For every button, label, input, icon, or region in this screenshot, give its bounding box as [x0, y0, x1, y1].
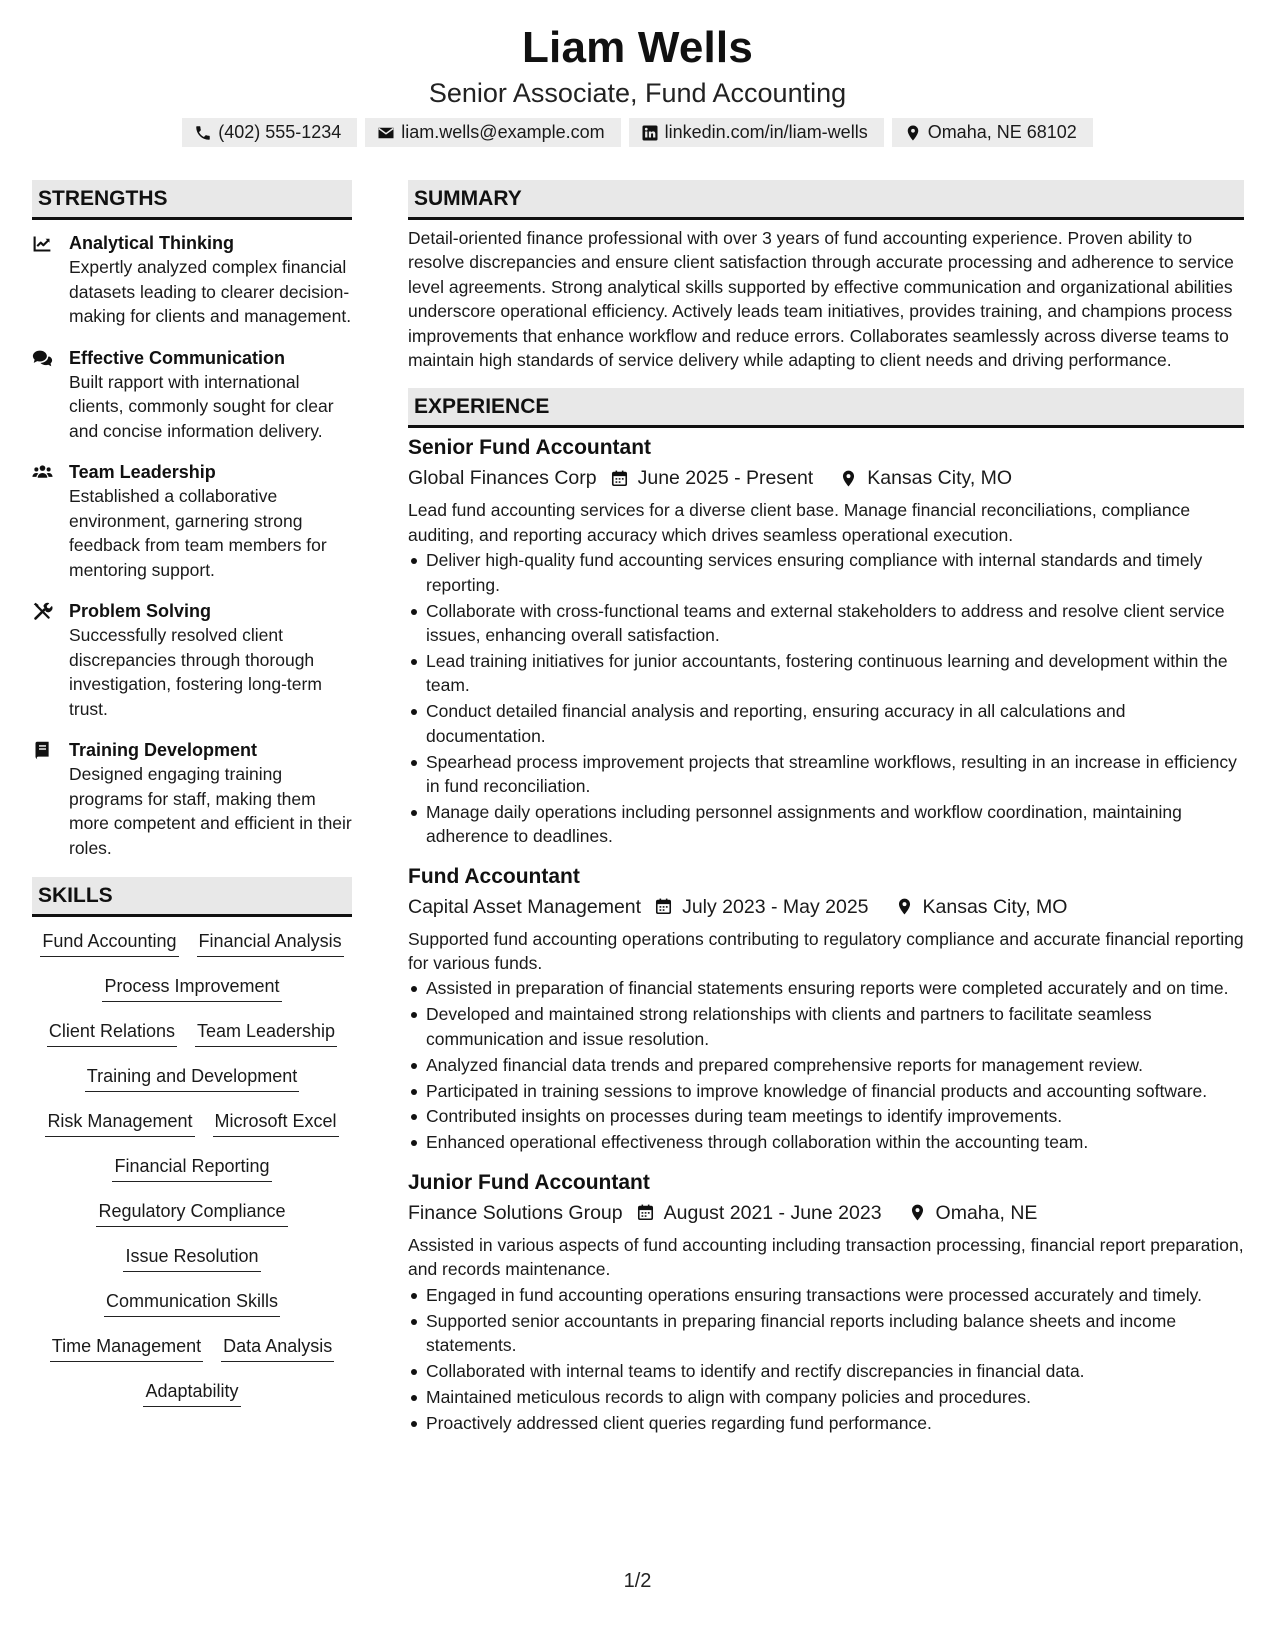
- skill-tag: Training and Development: [85, 1064, 299, 1092]
- contact-email[interactable]: [365, 118, 620, 147]
- calendar-icon: [597, 469, 638, 488]
- job-location: Omaha, NE: [935, 1201, 1038, 1224]
- job-entry: [408, 1169, 1244, 1435]
- strength-title: Effective Communication: [69, 347, 286, 368]
- skills-heading: SKILLS: [32, 877, 352, 917]
- location-pin-icon: [904, 124, 922, 142]
- job-bullet: Deliver high-quality fund accounting services ensuring compliance with internal standards and timely reporting.: [408, 548, 1244, 597]
- job-meta: [408, 893, 1244, 921]
- skill-tag: Issue Resolution: [123, 1244, 260, 1272]
- skill-row: [32, 1244, 352, 1289]
- skill-tag: Communication Skills: [104, 1289, 280, 1317]
- skill-tag: Financial Analysis: [197, 929, 344, 957]
- book-icon: [32, 738, 69, 860]
- job-bullets: [408, 976, 1244, 1154]
- strength-title: Training Development: [69, 740, 258, 760]
- job-title: Junior Fund Accountant: [408, 1170, 650, 1194]
- job-bullet: Contributed insights on processes during team meetings to identify improvements.: [408, 1104, 1244, 1128]
- summary-text: Detail-oriented finance professional with over 3 years of fund accounting experience. Proven ability to resolve discrepancies and ensure client satisfaction through accurate processing and adherence to service level agreements. Strong analytical skills supported by effective communication and organizational abilities underscore operational efficiency. Actively leads team initiatives, provides training, and champions process improvements that enhance workflow and reduce errors. Collaborates seamlessly across diverse teams to maintain high standards of service delivery while adapting to client needs and driving performance.: [408, 228, 1234, 371]
- right-column: [408, 180, 1244, 1449]
- location-pin-icon: [895, 1203, 936, 1222]
- job-description: Supported fund accounting operations contributing to regulatory compliance and accurate financial reporting for various funds.: [408, 928, 1244, 974]
- strengths-heading: STRENGTHS: [32, 180, 352, 220]
- skill-tag: Fund Accounting: [40, 929, 178, 957]
- job-bullet: Assisted in preparation of financial statements ensuring reports were completed accurately and on time.: [408, 976, 1244, 1000]
- skill-row: [32, 1289, 352, 1334]
- job-bullet: Collaborate with cross-functional teams and external stakeholders to address and resolve client service issues, enhancing overall satisfaction.: [408, 599, 1244, 648]
- skill-row: [32, 1154, 352, 1199]
- job-bullet: Participated in training sessions to improve knowledge of financial products and accounting software.: [408, 1079, 1244, 1103]
- resume-header: [0, 22, 1275, 147]
- job-bullet: Collaborated with internal teams to identify and rectify discrepancies in financial data.: [408, 1359, 1244, 1383]
- candidate-name: Liam Wells: [521, 23, 754, 72]
- skill-tag: Financial Reporting: [112, 1154, 271, 1182]
- skill-tag: Regulatory Compliance: [96, 1199, 287, 1227]
- chat-bubbles-icon: [32, 346, 69, 444]
- skill-row: [32, 1379, 352, 1424]
- skill-tag: Client Relations: [47, 1019, 177, 1047]
- skill-tag: Adaptability: [143, 1379, 240, 1407]
- job-company: Global Finances Corp: [408, 467, 597, 490]
- location-pin-icon: [826, 469, 867, 488]
- contact-linkedin[interactable]: [629, 118, 884, 147]
- job-bullet: Manage daily operations including personnel assignments and workflow coordination, maintaining adherence to deadlines.: [408, 800, 1244, 849]
- summary-heading: SUMMARY: [408, 180, 1244, 220]
- job-bullet: Enhanced operational effectiveness through collaboration within the accounting team.: [408, 1130, 1244, 1154]
- strength-desc: Established a collaborative environment, garnering strong feedback from team members for mentoring support.: [69, 486, 327, 580]
- skill-tag: Microsoft Excel: [213, 1109, 339, 1137]
- users-icon: [32, 460, 69, 582]
- skill-row: [32, 1019, 352, 1064]
- skill-tag: Time Management: [50, 1334, 203, 1362]
- job-description: Lead fund accounting services for a diverse client base. Manage financial reconciliations, compliance auditing, and reporting accuracy which drives seamless operational execution.: [408, 500, 1191, 545]
- strengths-list: [32, 231, 352, 860]
- phone-icon: [194, 124, 212, 142]
- page-number: 1/2: [623, 1570, 652, 1592]
- contact-phone: [182, 118, 357, 147]
- job-bullet: Proactively addressed client queries regarding fund performance.: [408, 1411, 1244, 1435]
- contact-phone-text: (402) 555-1234: [218, 122, 342, 142]
- job-meta: [408, 1199, 1244, 1227]
- left-column: [32, 180, 352, 1424]
- job-entry: [408, 863, 1244, 1155]
- strength-title: Analytical Thinking: [69, 233, 235, 253]
- job-bullet: Engaged in fund accounting operations ensuring transactions were processed accurately and timely.: [408, 1283, 1244, 1307]
- strength-item: [32, 346, 352, 444]
- job-bullet: Supported senior accountants in preparing financial reports including balance sheets and income statements.: [408, 1309, 1244, 1358]
- contact-location: [892, 118, 1093, 147]
- strength-item: [32, 460, 352, 582]
- strength-title: Team Leadership: [69, 462, 216, 482]
- job-title: Fund Accountant: [408, 864, 580, 888]
- job-location: Kansas City, MO: [867, 467, 1013, 490]
- job-bullet: Lead training initiatives for junior accountants, fostering continuous learning and development within the team.: [408, 649, 1244, 698]
- line-chart-icon: [32, 231, 69, 329]
- tools-icon: [32, 599, 69, 721]
- contact-bar: [0, 118, 1275, 147]
- job-bullet: Analyzed financial data trends and prepared comprehensive reports for management review.: [408, 1053, 1244, 1077]
- job-title: Senior Fund Accountant: [408, 436, 652, 460]
- strength-desc: Expertly analyzed complex financial datasets leading to clearer decision-making for clients and management.: [69, 257, 352, 326]
- job-bullet: Maintained meticulous records to align with company policies and procedures.: [408, 1385, 1244, 1409]
- job-company: Finance Solutions Group: [408, 1201, 623, 1224]
- strength-item: [32, 599, 352, 721]
- strength-title: Problem Solving: [69, 601, 212, 621]
- experience-heading: EXPERIENCE: [408, 388, 1244, 428]
- skill-tag: Team Leadership: [195, 1019, 337, 1047]
- skill-row: [32, 1109, 352, 1154]
- contact-location-text: Omaha, NE 68102: [927, 122, 1077, 142]
- skill-row: [32, 1199, 352, 1244]
- job-bullets: [408, 1283, 1244, 1435]
- location-pin-icon: [882, 897, 923, 916]
- strength-desc: Successfully resolved client discrepancies through thorough investigation, fostering long-term trust.: [69, 625, 322, 719]
- skill-row: [32, 1334, 352, 1379]
- skills-list: [32, 929, 352, 1424]
- job-meta: [408, 464, 1244, 492]
- skill-row: [32, 974, 352, 1019]
- envelope-icon: [377, 124, 395, 142]
- job-dates: August 2021 - June 2023: [663, 1201, 882, 1224]
- strength-desc: Designed engaging training programs for staff, making them more competent and efficient in their roles.: [69, 764, 352, 858]
- calendar-icon: [641, 897, 682, 916]
- job-bullets: [408, 548, 1244, 848]
- job-bullet: Conduct detailed financial analysis and reporting, ensuring accuracy in all calculations and documentation.: [408, 699, 1244, 748]
- skill-tag: Data Analysis: [221, 1334, 334, 1362]
- skill-tag: Process Improvement: [102, 974, 281, 1002]
- job-company: Capital Asset Management: [408, 895, 642, 918]
- job-description: Assisted in various aspects of fund accounting including transaction processing, financial report preparation, and records maintenance.: [408, 1234, 1244, 1280]
- skill-tag: Risk Management: [45, 1109, 194, 1137]
- linkedin-icon: [641, 124, 659, 142]
- strength-desc: Built rapport with international clients, commonly sought for clear and concise information delivery.: [69, 371, 334, 441]
- job-entry: [408, 434, 1244, 848]
- job-dates: July 2023 - May 2025: [682, 895, 869, 918]
- skill-row: [32, 929, 352, 974]
- strength-item: [32, 231, 352, 329]
- strength-item: [32, 738, 352, 860]
- candidate-title: Senior Associate, Fund Accounting: [428, 78, 847, 108]
- job-dates: June 2025 - Present: [637, 467, 814, 490]
- job-location: Kansas City, MO: [922, 895, 1068, 918]
- experience-list: [408, 434, 1244, 1435]
- contact-email-text[interactable]: liam.wells@example.com: [401, 122, 605, 142]
- skill-row: [32, 1064, 352, 1109]
- calendar-icon: [623, 1203, 664, 1222]
- job-bullet: Developed and maintained strong relationships with clients and partners to facilitate seamless communication and issue resolution.: [408, 1002, 1244, 1051]
- job-bullet: Spearhead process improvement projects that streamline workflows, resulting in an increase in efficiency in fund reconciliation.: [408, 750, 1244, 799]
- contact-linkedin-text[interactable]: linkedin.com/in/liam-wells: [664, 122, 868, 142]
